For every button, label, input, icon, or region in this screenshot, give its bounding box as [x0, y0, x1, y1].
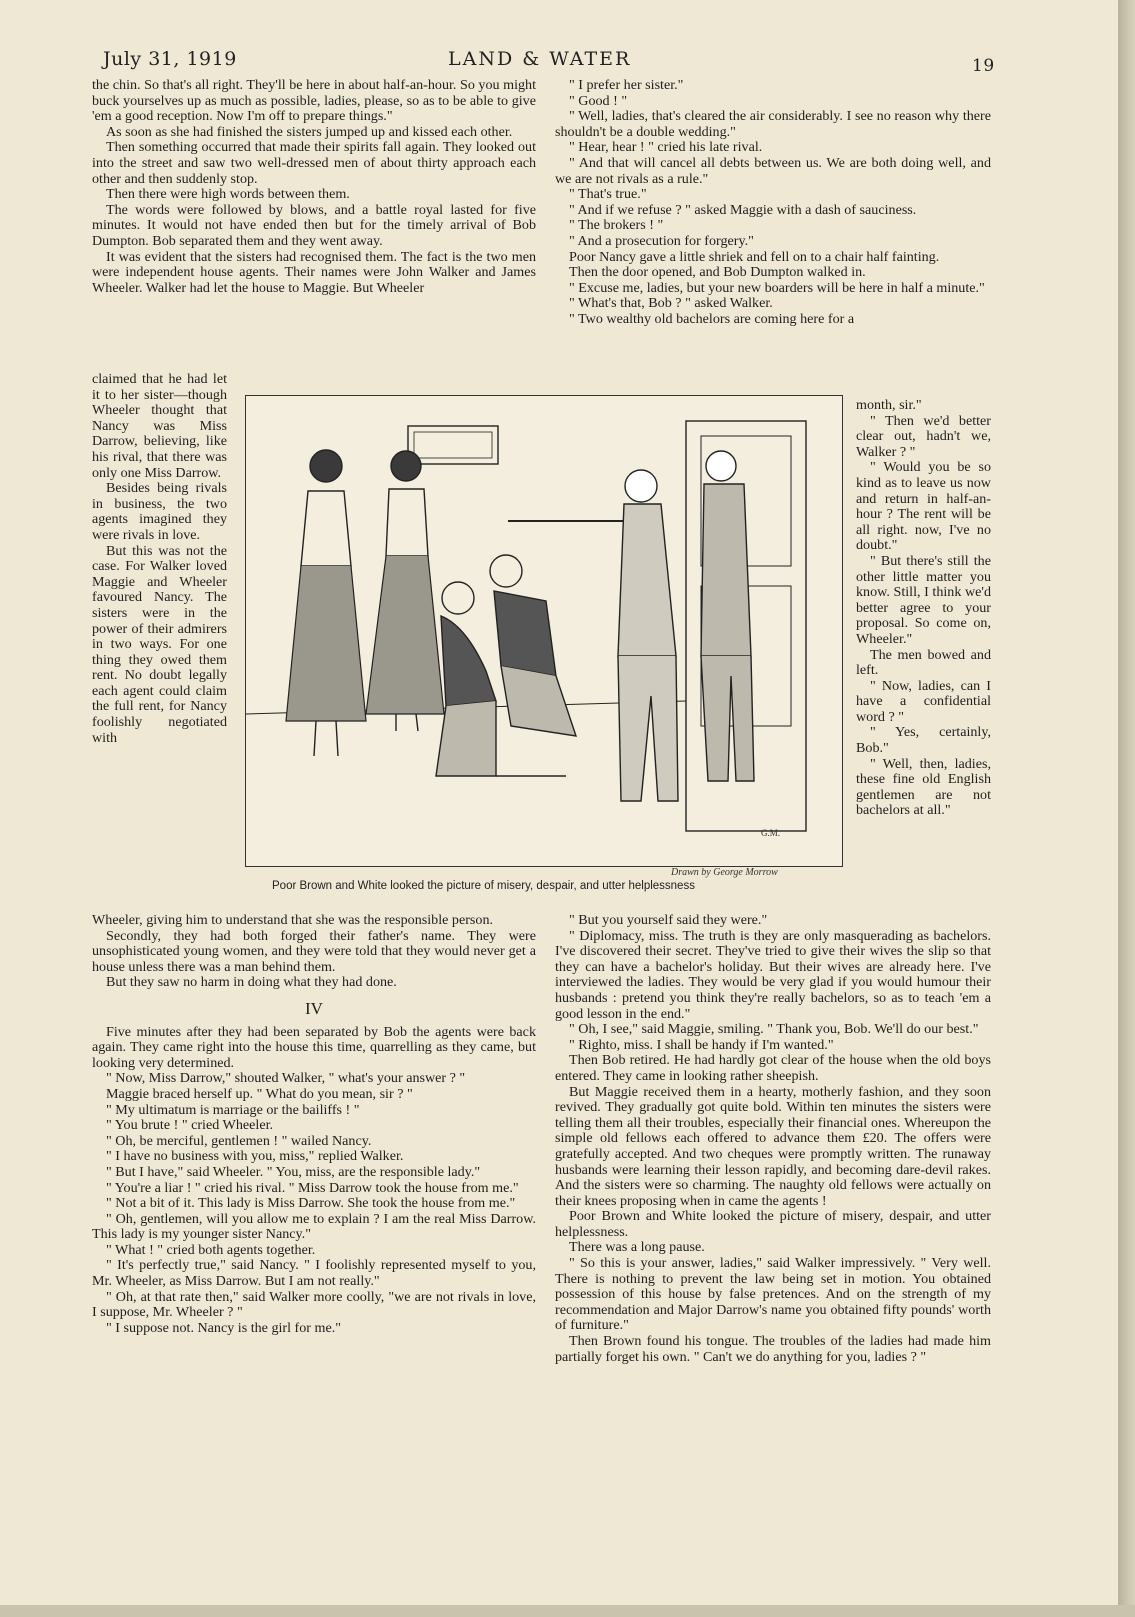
right-column-narrow: [856, 398, 991, 819]
paragraph: Wheeler, giving him to understand that she was the responsible person.: [92, 912, 494, 928]
paragraph: " My ultimatum is marriage or the bailiffs ! ": [106, 1101, 360, 1118]
paragraph: " So this is your answer, ladies," said Walker impressively. " Very well. There is nothing to prevent the law being set in motion. You obtained possession of this house by false pretences. And on the strength of my recommendation and Major Darrow's name you obtained fifty pounds' worth of furniture.": [555, 1255, 991, 1334]
page-number: 19: [972, 56, 995, 76]
paragraph: " But I have," said Wheeler. " You, miss, are the responsible lady.": [106, 1163, 481, 1180]
paragraph: " Good ! ": [569, 92, 628, 109]
paragraph: " What ! " cried both agents together.: [106, 1241, 316, 1258]
issue-date: July 31, 1919: [103, 48, 237, 70]
paragraph: Poor Brown and White looked the picture of misery, despair, and utter helplessness.: [555, 1208, 991, 1240]
left-column-bottom: [92, 913, 536, 1336]
paragraph: " Oh, gentlemen, will you allow me to explain ? I am the real Miss Darrow. This lady is my younger sister Nancy.": [92, 1210, 536, 1243]
magazine-title: LAND & WATER: [448, 48, 632, 70]
paragraph: " Not a bit of it. This lady is Miss Darrow. She took the house from me.": [106, 1195, 516, 1212]
paragraph: " You're a liar ! " cried his rival. " Miss Darrow took the house from me.": [106, 1179, 519, 1196]
left-column-narrow: [92, 372, 227, 746]
right-column-top: [555, 78, 991, 328]
paragraph: " Oh, at that rate then," said Walker more coolly, "we are not rivals in love, I suppose, Mr. Wheeler ? ": [92, 1288, 536, 1321]
paragraph: " Well, then, ladies, these fine old English gentlemen are not bachelors at all.": [856, 755, 991, 819]
paragraph: the chin. So that's all right. They'll be here in about half-an-hour. So you might buck yourselves up as much as possible, ladies, please, so as to be able to give 'em a good reception. Now I'm off to prepare things.": [92, 77, 536, 125]
woman-standing-right: [366, 451, 444, 731]
paragraph: " But there's still the other little matter you know. Still, I think we'd better agree to your proposal. So come on, Wheeler.": [856, 552, 991, 647]
paragraph: Secondly, they had both forged their father's name. They were unsophisticated young women, and they were told that they would never get a house unless there was a man behind them.: [92, 927, 536, 975]
paragraph: " And if we refuse ? " asked Maggie with a dash of sauciness.: [569, 201, 917, 218]
agent-smiling: [701, 451, 754, 781]
illustration-drawing: [246, 396, 841, 865]
paragraph: month, sir.": [856, 397, 922, 413]
paragraph: It was evident that the sisters had recognised them. The fact is the two men were independent house agents. Their names were John Walker and James Wheeler. Walker had let the house to Maggie. But Wheeler: [92, 248, 536, 296]
paragraph: claimed that he had let it to her sister—though Wheeler thought that Nancy was Miss Darrow, believing, like his rival, that there was only one Miss Darrow.: [92, 371, 227, 481]
page-bottom-edge: [0, 1605, 1135, 1617]
paragraph: " Now, Miss Darrow," shouted Walker, " what's your answer ? ": [106, 1070, 466, 1087]
paragraph: Poor Nancy gave a little shriek and fell on to a chair half fainting.: [569, 248, 940, 265]
paragraph: " Yes, certainly, Bob.": [856, 724, 991, 757]
right-column-bottom: [555, 913, 991, 1365]
paragraph: Then the door opened, and Bob Dumpton walked in.: [569, 264, 866, 281]
paragraph: But this was not the case. For Walker loved Maggie and Wheeler favoured Nancy. The sisters were in the power of their admirers in two ways. For one thing they owed them rent. No doubt legally each agent could claim the full rent, for Nancy foolishly negotiated with: [92, 542, 227, 746]
illustration-caption: Poor Brown and White looked the picture of misery, despair, and utter helplessness: [272, 880, 695, 892]
paragraph: Then Bob retired. He had hardly got clear of the house when the old boys entered. They came in looking rather sheepish.: [555, 1052, 991, 1084]
paragraph: " That's true.": [569, 186, 647, 203]
paragraph: The words were followed by blows, and a battle royal lasted for five minutes. It would not have ended then but for the timely arrival of Bob Dumpton. Bob separated them and they went away.: [92, 201, 536, 249]
paragraph: " Two wealthy old bachelors are coming here for a: [569, 310, 855, 327]
paragraph: Maggie braced herself up. " What do you mean, sir ? ": [106, 1085, 413, 1102]
paragraph: Then something occurred that made their spirits fall again. They looked out into the street and saw two well-dressed men of about thirty approach each other and then suddenly stop.: [92, 139, 536, 187]
paragraph: " You brute ! " cried Wheeler.: [106, 1117, 274, 1134]
paragraph: Then Brown found his tongue. The troubles of the ladies had made him partially forget his own. " Can't we do anything for you, ladies ? ": [555, 1333, 991, 1365]
paragraph: " I suppose not. Nancy is the girl for me.": [106, 1319, 342, 1336]
section-heading: IV: [305, 998, 323, 1018]
paragraph: " Oh, I see," said Maggie, smiling. " Thank you, Bob. We'll do our best.": [569, 1021, 979, 1038]
paragraph: " Well, ladies, that's cleared the air considerably. I see no reason why there shouldn't be a double wedding.": [555, 108, 991, 140]
paragraph: " But you yourself said they were.": [569, 912, 768, 928]
paragraph: " Diplomacy, miss. The truth is they are only masquerading as bachelors. I've discovered their secret. They've tried to give their wives the slip so that they can have a bachelor's holiday. But their wives are already here. I've interviewed the ladies. They would be very glad if you would humour their husbands : pretend you think they're really bachelors, so as to teach 'em a good lesson in the end.": [555, 927, 991, 1022]
paragraph: " The brokers ! ": [569, 217, 664, 234]
page-edge: [1118, 0, 1135, 1617]
paragraph: As soon as she had finished the sisters jumped up and kissed each other.: [106, 123, 513, 140]
paragraph: " Righto, miss. I shall be handy if I'm wanted.": [569, 1036, 834, 1053]
paragraph: " What's that, Bob ? " asked Walker.: [569, 295, 773, 312]
paragraph: " Oh, be merciful, gentlemen ! " wailed Nancy.: [106, 1132, 372, 1149]
paragraph: Then there were high words between them.: [106, 186, 350, 203]
artist-signature: G.M.: [761, 828, 781, 838]
paragraph: " And that will cancel all debts between us. We are both doing well, and we are not rivals as a rule.": [555, 154, 991, 187]
kneeling-man-back: [490, 555, 576, 736]
paragraph: " Now, ladies, can I have a confidential word ? ": [856, 677, 991, 725]
paragraph: The men bowed and left.: [856, 646, 991, 679]
paragraph: But Maggie received them in a hearty, motherly fashion, and they soon revived. They gradually got quite bold. Within ten minutes the sisters were telling them all their troubles, especially their financial ones. Whereupon the simple old fellows each offered to advance them £20. The offers were gratefully accepted. And two cheques were promptly written. The runaway husbands were learning their lesson rapidly, and becoming dare-devil rakes. And the sisters were so charming. The naughty old fellows were actually on their knees proposing when in came the agents !: [555, 1083, 991, 1209]
paragraph: " I have no business with you, miss," replied Walker.: [106, 1148, 404, 1165]
illustration: [245, 395, 843, 867]
paragraph: " Excuse me, ladies, but your new boarders will be here in half a minute.": [569, 279, 985, 296]
illustration-credit: Drawn by George Morrow: [671, 867, 778, 878]
paragraph: " Hear, hear ! " cried his late rival.: [569, 139, 763, 156]
paragraph: There was a long pause.: [569, 1239, 705, 1256]
paragraph: " It's perfectly true," said Nancy. " I foolishly represented myself to you, Mr. Wheeler, as Miss Darrow. But I am not really.": [92, 1257, 536, 1290]
paragraph: But they saw no harm in doing what they had done.: [106, 974, 397, 991]
paragraph: " Then we'd better clear out, hadn't we, Walker ? ": [856, 412, 991, 460]
paragraph: Besides being rivals in business, the two agents imagined they were rivals in love.: [92, 480, 227, 543]
paragraph: " Would you be so kind as to leave us now and return in half-an-hour ? The rent will be all right. now, I've no doubt.": [856, 459, 991, 554]
paragraph: " I prefer her sister.": [569, 77, 684, 93]
paragraph: " And a prosecution for forgery.": [569, 232, 754, 249]
woman-standing-left: [286, 450, 366, 756]
paragraph: Five minutes after they had been separated by Bob the agents were back again. They came right into the house this time, quarrelling as they came, but looking very determined.: [92, 1023, 536, 1071]
left-column-top: [92, 78, 536, 296]
